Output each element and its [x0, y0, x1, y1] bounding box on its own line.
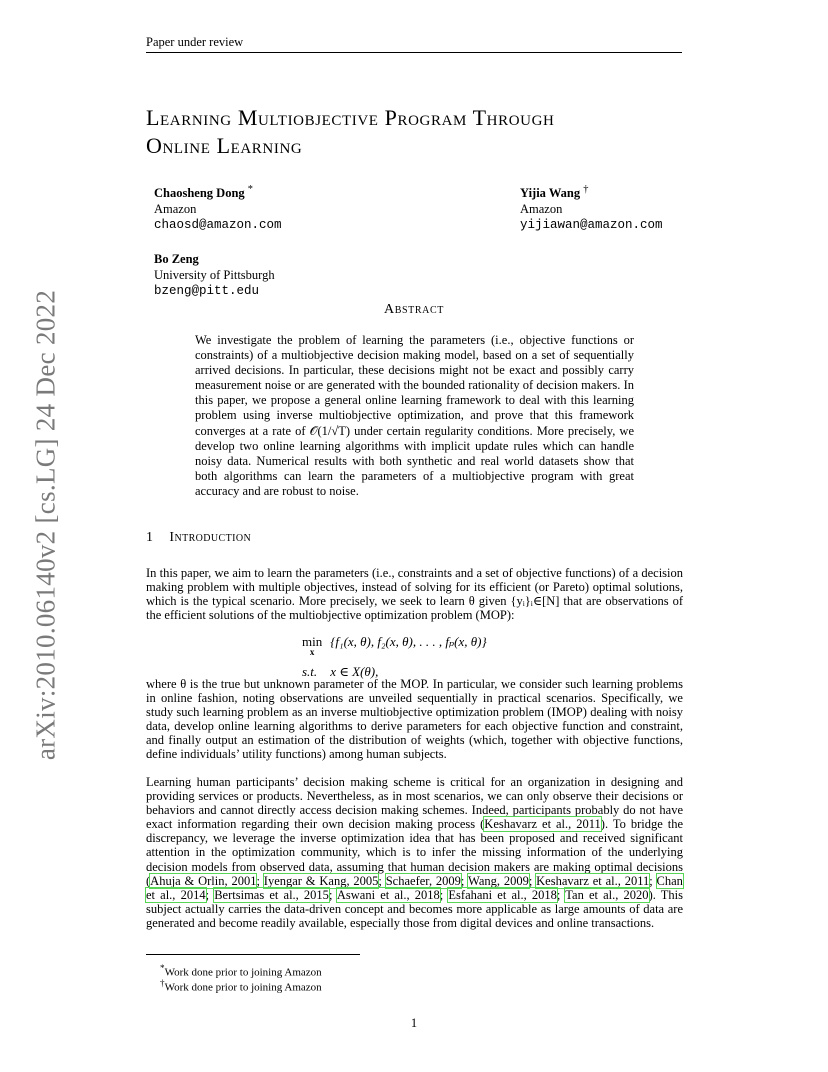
footnote-text: Work done prior to joining Amazon — [164, 981, 322, 994]
author-email: bzeng@pitt.edu — [154, 284, 260, 298]
author-name: Bo Zeng — [154, 252, 199, 266]
arxiv-stamp-text: arXiv:2010.06140v2 [cs.LG] 24 Dec 2022 — [30, 289, 61, 761]
citation-link[interactable]: Esfahani et al., 2018 — [448, 887, 557, 902]
paragraph-text: ). To bridge the discrepancy, we leverage the inverse optimization idea that has been proposed and received significant attention in the optimization community, which is to infer the missing information of the underlying decision models from observed data, assuming that human decision makers are making optimal decisions ( — [146, 817, 683, 888]
citation-link[interactable]: Tan et al., 2020 — [565, 887, 649, 902]
section-title: Introduction — [169, 530, 252, 545]
author-block-1 — [154, 182, 282, 233]
eq-min-subscript: x — [309, 647, 315, 657]
citation-link[interactable]: Schaefer, 2009 — [385, 873, 461, 888]
footnote-mark: † — [160, 978, 165, 988]
citation-link[interactable]: Keshavarz et al., 2011 — [484, 817, 601, 832]
citation-link[interactable]: Aswani et al., 2018 — [336, 887, 440, 902]
author-affiliation: University of Pittsburgh — [154, 268, 275, 282]
citation-link[interactable]: Wang, 2009 — [468, 873, 529, 888]
paragraph-text: Learning human participants’ decision making scheme is critical for an organization in designing and providing services or products. Nevertheless, as in most scenarios, we can only observe their decisions or behaviors and cannot directly access decision making schemes. Indeed, participants probably do not have exact information regarding their own decision making process ( — [146, 775, 683, 832]
footnote-text: Work done prior to joining Amazon — [164, 966, 322, 979]
title-line-1: Learning Multiobjective Program Through — [146, 105, 555, 130]
citation-link[interactable]: Chan et al., 2014 — [146, 873, 683, 902]
eq-st: s.t. — [302, 664, 318, 679]
intro-paragraph-2: where θ is the true but unknown parameter of the MOP. In particular, we consider such learning problems in online fashion, noting observations are unveiled sequentially in practical scenarios. Specifically, we study such learning problem as an inverse multiobjective optimization problem (IMOP) dealing with noisy data, develop online learning algorithms to derive parameters for each objective function and constraint, and finally output an estimation of the distribution of weights (which, together with objective functions, define individuals’ utility functions) among human subjects. — [146, 677, 683, 762]
author-name: Yijia Wang — [520, 186, 581, 201]
page-number: 1 — [410, 1016, 418, 1030]
citation-link[interactable]: Bertsimas et al., 2015 — [214, 887, 329, 902]
eq-operator — [302, 633, 328, 661]
intro-paragraph-3: Learning human participants’ decision making scheme is critical for an organization in designing and providing services or products. Nevertheless, as in most scenarios, we can only observe their decisions or behaviors and cannot directly access decision making schemes. Indeed, participants probably do not have exact information regarding their own decision making process (Keshavarz et al., 2011). To bridge the discrepancy, we leverage the inverse optimization idea that has been proposed and received significant attention in the optimization community, which is to infer the missing information of the underlying decision models from observed data, assuming that human decision makers are making optimal decisions (Ahuja & Orlin, 2001; Iyengar & Kang, 2005; Schaefer, 2009; Wang, 2009; Keshavarz et al., 2011; Chan et al., 2014; Bertsimas et al., 2015; Aswani et al., 2018; Esfahani et al., 2018; Tan et al., 2020). This subject actually carries the data-driven concept and becomes more applicable as large amounts of data are generated and become readily available, especially those from digital devices and online transactions. — [146, 775, 683, 930]
abstract-text: We investigate the problem of learning the parameters (i.e., objective functions or constraints) of a multiobjective decision making model, based on a set of sequentially arrived decisions. In particular, these decisions might not be exact and possibly carry measurement noise or are generated with the bounded rationality of decision makers. In this paper, we propose a general online learning framework to deal with this learning problem using inverse multiobjective optimization, and prove that this framework converges at a rate of 𝒪(1/√T) under certain regularity conditions. More precisely, we develop two online learning algorithms with implicit update rules which can handle noisy data. Numerical results with both synthetic and real world datasets show that both algorithms can learn the parameters of a multiobjective program with great accuracy and are robust to noise. — [195, 333, 634, 498]
footnote-2 — [160, 977, 322, 995]
author-email: chaosd@amazon.com — [154, 218, 282, 233]
section-heading — [146, 530, 251, 546]
title-line-2: Online Learning — [146, 133, 303, 158]
eq-constraint: x ∈ X(θ), — [330, 664, 379, 679]
eq-objective: {f₁(x, θ), f₂(x, θ), . . . , fₚ(x, θ)} — [330, 634, 487, 649]
mop-equation — [300, 631, 495, 682]
eq-min: min — [302, 634, 323, 649]
author-affiliation: Amazon — [520, 202, 563, 217]
paragraph-text: ). This subject actually carries the data-driven concept and becomes more applicable as large amounts of data are generated and become readily available, especially those from digital devices and online transactions. — [146, 887, 683, 930]
citation-link[interactable]: Iyengar & Kang, 2005 — [263, 873, 379, 888]
author-email: yijiawan@amazon.com — [520, 218, 663, 233]
running-header: Paper under review — [146, 35, 244, 49]
author-mark: † — [583, 184, 589, 195]
section-number: 1 — [146, 530, 154, 545]
author-mark: * — [247, 184, 253, 195]
author-block-3 — [154, 251, 275, 299]
author-affiliation: Amazon — [154, 202, 197, 217]
citation-link[interactable]: Keshavarz et al., 2011 — [536, 873, 650, 888]
header-rule — [146, 52, 682, 53]
footnote-mark: * — [160, 963, 165, 973]
author-block-2 — [520, 182, 663, 233]
paper-title — [146, 104, 686, 160]
citation-link[interactable]: Ahuja & Orlin, 2001 — [150, 873, 257, 888]
footnote-rule — [146, 954, 360, 955]
author-name: Chaosheng Dong — [154, 186, 245, 201]
intro-paragraph-1: In this paper, we aim to learn the parameters (i.e., constraints and a set of objective functions) of a decision making problem with multiple objectives, instead of solving for its efficient (or Pareto) optimal solutions, which is the typical scenario. More precisely, we seek to learn θ given {yᵢ}ᵢ∈[N] that are observations of the efficient solutions of the multiobjective optimization problem (MOP): — [146, 566, 683, 623]
abstract-heading: Abstract — [384, 302, 444, 317]
